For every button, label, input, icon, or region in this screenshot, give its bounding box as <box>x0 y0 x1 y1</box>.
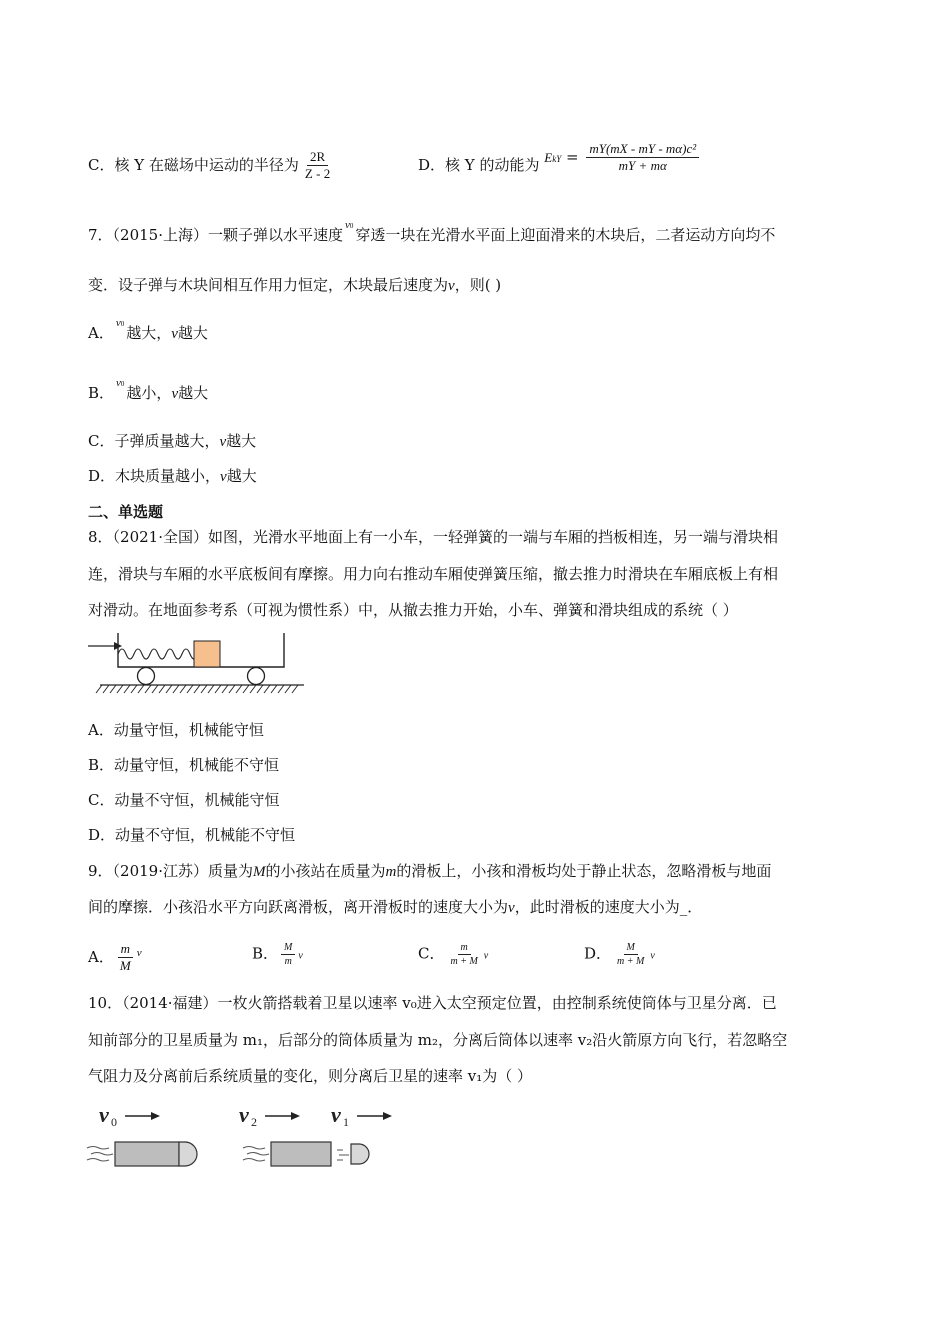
option-text-end: 越大 <box>177 324 208 342</box>
q6-option-c-text: C．核 Y 在磁场中运动的半径为 <box>88 155 299 174</box>
right-exhaust <box>243 1147 269 1162</box>
hatch-mark <box>243 685 249 693</box>
v0-symbol <box>116 317 124 329</box>
fraction-numerator: m <box>458 942 471 955</box>
satellite-nose <box>351 1144 369 1164</box>
q6-option-d <box>418 141 702 182</box>
v-subscript: 0 <box>349 222 354 230</box>
hatch-mark <box>131 685 137 693</box>
q10-line-2: 知前部分的卫星质量为 m₁，后部分的筒体质量为 m₂，分离后筒体以速率 v₂沿火箭原方向飞行，若忽略空 <box>88 1031 788 1049</box>
hatch-mark <box>271 685 277 693</box>
fig-v1-arrow-head <box>383 1112 392 1120</box>
v-symbol: v <box>448 278 455 294</box>
hatch-mark <box>257 685 263 693</box>
ground-hatching <box>96 685 298 693</box>
fraction-numerator: mY(mX - mY - mα)c² <box>586 142 699 158</box>
q8-line-3: 对滑动。在地面参考系（可视为惯性系）中，从撤去推力开始，小车、弹簧和滑块组成的系统（ ） <box>88 601 738 619</box>
option-label: B． <box>88 384 115 402</box>
fraction-denominator: m + M <box>617 956 645 967</box>
v-symbol: v <box>171 386 179 402</box>
hatch-mark <box>117 685 123 693</box>
option-label: C． <box>418 944 445 963</box>
v0-symbol <box>116 377 124 389</box>
slider-block <box>194 641 220 667</box>
v-symbol: v <box>219 434 227 450</box>
q9-line-2 <box>88 897 702 918</box>
option-label: A． <box>88 947 114 966</box>
fig-v2-subscript: 2 <box>251 1115 257 1129</box>
q9-option-d <box>584 942 655 967</box>
fig-v2-arrow-head <box>291 1112 300 1120</box>
hatch-mark <box>138 685 144 693</box>
q6-option-c <box>88 150 336 182</box>
hatch-mark <box>264 685 270 693</box>
q6-option-d-text: D．核 Y 的动能为 <box>418 155 540 174</box>
q7-option-c <box>88 431 256 452</box>
q9-option-a <box>88 942 142 974</box>
option-label: B． <box>252 944 279 963</box>
v-symbol: v <box>136 946 142 959</box>
fraction-denominator: m + M <box>450 956 478 967</box>
hatch-mark <box>96 685 102 693</box>
fraction-numerator: 2R <box>307 150 328 166</box>
v-symbol: v <box>171 326 178 342</box>
fig-v1-subscript: 1 <box>343 1115 349 1129</box>
fig-v0-letter: v <box>99 1102 109 1127</box>
satellite-exhaust <box>337 1150 349 1160</box>
fraction-denominator: M <box>119 958 131 974</box>
option-text-end: 越大 <box>226 467 257 485</box>
cart-spring-diagram <box>88 630 308 696</box>
q6-option-c-fraction <box>302 150 333 182</box>
q9-text-e: ，此时滑板的速度大小为_． <box>514 898 703 916</box>
q6-option-d-equals: = <box>565 147 579 166</box>
q8-option-c: C．动量不守恒，机械能守恒 <box>88 791 280 809</box>
hatch-mark <box>173 685 179 693</box>
hatch-mark <box>222 685 228 693</box>
fraction-denominator: Z - 2 <box>304 166 331 182</box>
q8-option-a: A．动量守恒，机械能守恒 <box>88 721 264 739</box>
q9-text-d: 间的摩擦．小孩沿水平方向跃离滑板，离开滑板时的速度大小为 <box>88 898 509 916</box>
q8-option-d: D．动量不守恒，机械能不守恒 <box>88 826 296 844</box>
q7-line-1 <box>88 219 776 248</box>
q8-line-2: 连，滑块与车厢的水平底板间有摩擦。用力向右推动车厢使弹簧压缩，撤去推力时滑块在车厢底板上有相 <box>88 565 779 583</box>
hatch-mark <box>145 685 151 693</box>
q9-text-b: 的小孩站在质量为 <box>265 862 386 880</box>
hatch-mark <box>215 685 221 693</box>
option-text-end: 越大 <box>226 432 257 450</box>
fraction-numerator: M <box>281 942 295 955</box>
hatch-mark <box>236 685 242 693</box>
v-letter: v <box>115 317 121 329</box>
q9-option-b <box>252 942 303 967</box>
option-text: 越大， <box>126 324 172 342</box>
option-text: D．木块质量越小， <box>88 467 221 485</box>
q7-line-2 <box>88 275 501 296</box>
q7-text-b: 穿透一块在光滑水平面上迎面滑来的木块后，二者运动方向均不 <box>355 226 776 244</box>
q9-option-d-fraction <box>614 942 647 967</box>
hatch-mark <box>124 685 130 693</box>
mass-M-symbol: M <box>253 864 266 880</box>
cart-wheel-left <box>138 668 155 685</box>
mass-m-symbol: m <box>385 864 397 880</box>
q7-text-c: 变．设子弹与木块间相互作用力恒定，木块最后速度为 <box>88 276 449 294</box>
v-symbol: v <box>508 900 515 916</box>
q6-option-d-fraction <box>586 142 699 174</box>
option-label: A． <box>88 324 114 342</box>
left-rocket-body <box>115 1142 179 1166</box>
left-rocket-nose <box>179 1142 197 1166</box>
v-symbol: v <box>650 950 655 962</box>
fig-v0-subscript: 0 <box>111 1115 117 1129</box>
energy-subscript: kY <box>552 153 562 164</box>
hatch-mark <box>110 685 116 693</box>
q7-text-a: 7．（2015·上海）一颗子弹以水平速度 <box>88 226 343 244</box>
v0-symbol <box>345 219 353 231</box>
hatch-mark <box>166 685 172 693</box>
v-subscript: 0 <box>120 380 125 388</box>
q6-option-d-lhs <box>544 150 561 165</box>
option-text: 越小， <box>126 384 172 402</box>
option-label: D． <box>584 944 612 963</box>
hatch-mark <box>152 685 158 693</box>
v-symbol: v <box>483 950 489 962</box>
hatch-mark <box>159 685 165 693</box>
hatch-mark <box>194 685 200 693</box>
fig-v0-arrow-head <box>151 1112 160 1120</box>
q9-option-c <box>418 942 488 967</box>
cart-wheel-right <box>248 668 265 685</box>
q9-line-1 <box>88 861 771 882</box>
option-text: C．子弹质量越大， <box>88 432 220 450</box>
hatch-mark <box>278 685 284 693</box>
q7-text-d: ，则( ) <box>454 276 502 294</box>
q9-text-a: 9．（2019·江苏）质量为 <box>88 862 253 880</box>
hatch-mark <box>292 685 298 693</box>
hatch-mark <box>180 685 186 693</box>
v-letter: v <box>116 377 121 389</box>
q9-option-b-fraction <box>281 942 295 967</box>
v-symbol: v <box>298 950 303 962</box>
q7-option-b <box>88 377 209 406</box>
fig-v1-letter: v <box>331 1102 341 1127</box>
rocket-separation-diagram <box>85 1100 405 1172</box>
q8-line-1: 8．（2021·全国）如图，光滑水平地面上有一小车，一轻弹簧的一端与车厢的挡板相连，另一端与滑块相 <box>88 528 778 546</box>
left-exhaust <box>87 1147 113 1162</box>
q9-option-c-fraction <box>447 942 480 967</box>
fraction-numerator: M <box>624 942 638 955</box>
v-letter: v <box>345 219 350 231</box>
q8-option-b: B．动量守恒，机械能不守恒 <box>88 756 280 774</box>
hatch-mark <box>201 685 207 693</box>
section-heading: 二、单选题 <box>88 503 164 521</box>
fraction-denominator: m <box>284 956 292 967</box>
fraction-denominator: mY + mα <box>618 158 667 174</box>
q9-text-c: 的滑板上，小孩和滑板均处于静止状态，忽略滑板与地面 <box>396 862 772 880</box>
spring <box>118 649 206 659</box>
hatch-mark <box>187 685 193 693</box>
hatch-mark <box>229 685 235 693</box>
q9-option-a-fraction <box>117 942 134 974</box>
hatch-mark <box>250 685 256 693</box>
option-text-end: 越大 <box>178 384 209 402</box>
fig-v2-letter: v <box>239 1102 249 1127</box>
q7-option-a <box>88 317 208 346</box>
energy-symbol: E <box>544 149 553 165</box>
v-symbol: v <box>220 469 227 485</box>
v-subscript: 0 <box>120 320 125 328</box>
hatch-mark <box>103 685 109 693</box>
fraction-numerator: m <box>118 942 133 958</box>
q10-line-3: 气阻力及分离前后系统质量的变化，则分离后卫星的速率 v₁为（ ） <box>88 1067 533 1085</box>
hatch-mark <box>285 685 291 693</box>
hatch-mark <box>208 685 214 693</box>
q10-line-1: 10．（2014·福建）一枚火箭搭载着卫星以速率 v₀进入太空预定位置，由控制系统使筒体与卫星分离．已 <box>88 994 777 1012</box>
q7-option-d <box>88 466 257 487</box>
separated-rocket-body <box>271 1142 331 1166</box>
